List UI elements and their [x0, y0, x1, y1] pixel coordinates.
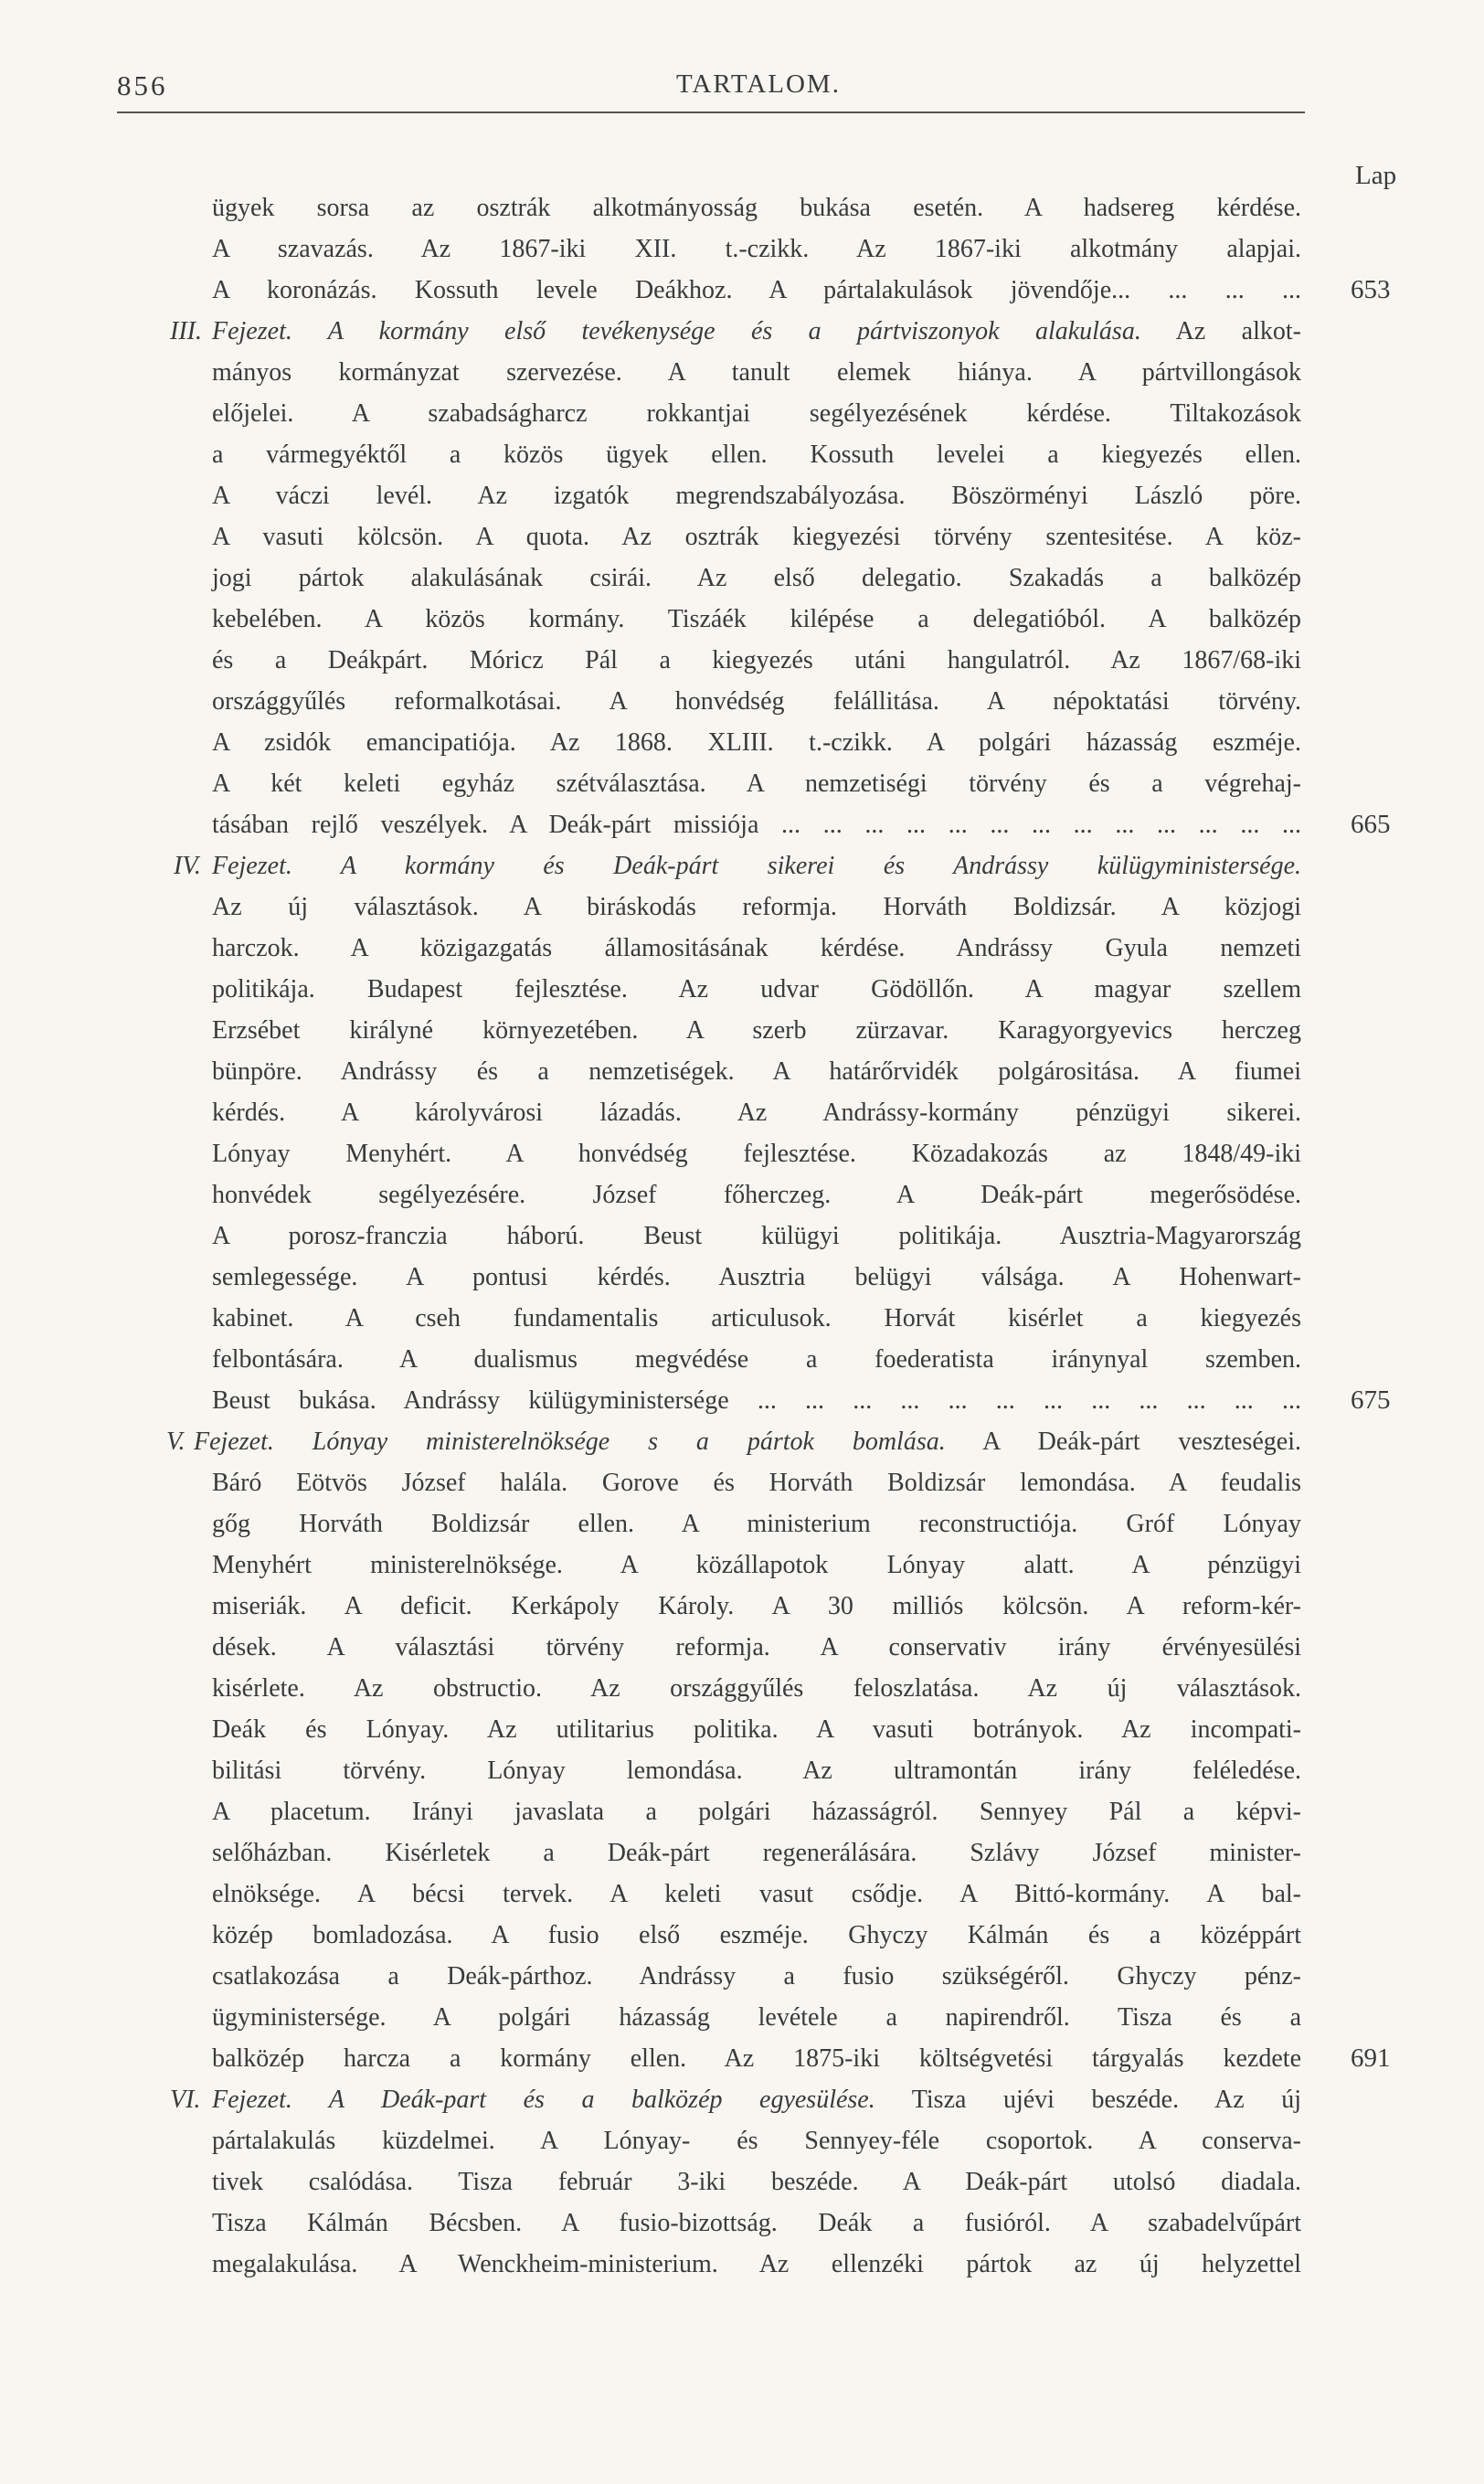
toc-line: A váczi levél. Az izgatók megrendszabályozása. Böszörményi László pöre. — [212, 482, 1301, 510]
toc-line: harczok. A közigazgatás államositásának kérdése. Andrássy Gyula nemzeti — [212, 934, 1301, 962]
toc-line: bilitási törvény. Lónyay lemondása. Az ultramontán irány feléledése. — [212, 1757, 1301, 1785]
toc-line: bünpöre. Andrássy és a nemzetiségek. A határőrvidék polgárositása. A fiumei — [212, 1057, 1301, 1086]
toc-line: A placetum. Irányi javaslata a polgári házasságról. Sennyey Pál a képvi- — [212, 1798, 1301, 1826]
toc-line: balközép harcza a kormány ellen. Az 1875-iki költségvetési tárgyalás kezdete — [212, 2044, 1301, 2073]
chapter-numeral: V. — [166, 1428, 186, 1456]
running-title: TARTALOM. — [676, 69, 841, 99]
toc-line: A vasuti kölcsön. A quota. Az osztrák kiegyezési törvény szentesitése. A köz- — [212, 523, 1301, 551]
toc-line: Erzsébet királyné környezetében. A szerb zürzavar. Karagyorgyevics herczeg — [212, 1016, 1301, 1045]
toc-line: felbontására. A dualismus megvédése a foederatista iránynyal szemben. — [212, 1345, 1301, 1374]
page-ref: 675 — [1351, 1385, 1391, 1415]
toc-line: kisérlete. Az obstructio. Az országgyűlés feloszlatása. Az új választások. — [212, 1674, 1301, 1703]
toc-line: A koronázás. Kossuth levele Deákhoz. A pártalakulások jövendője... ... ... ... — [212, 276, 1301, 304]
page-header — [117, 69, 1305, 110]
toc-line: országgyűlés reformalkotásai. A honvédség felállitása. A népoktatási törvény. — [212, 687, 1301, 716]
chapter-numeral: VI. — [170, 2086, 201, 2114]
toc-line: Menyhért ministerelnöksége. A közállapotok Lónyay alatt. A pénzügyi — [212, 1551, 1301, 1579]
page-ref: 691 — [1351, 2043, 1391, 2073]
toc-line: A két keleti egyház szétválasztása. A nemzetiségi törvény és a végrehaj- — [212, 770, 1301, 798]
page-number: 856 — [117, 69, 168, 101]
toc-line: dések. A választási törvény reformja. A conservativ irány érvényesülési — [212, 1633, 1301, 1661]
toc-line: tásában rejlő veszélyek. A Deák-párt missiója ... ... ... ... ... ... ... ... ... ... ... ... ... — [212, 811, 1301, 839]
page-ref: 665 — [1351, 810, 1391, 839]
toc-line: A zsidók emancipatiója. Az 1868. XLIII. t.-czikk. A polgári házasság eszméje. — [212, 728, 1301, 757]
toc-line: kabinet. A cseh fundamentalis articulusok. Horvát kisérlet a kiegyezés — [212, 1304, 1301, 1332]
toc-line: ügyek sorsa az osztrák alkotmányosság bukása esetén. A hadsereg kérdése. — [212, 194, 1301, 222]
toc-line: politikája. Budapest fejlesztése. Az udvar Gödöllőn. A magyar szellem — [212, 975, 1301, 1003]
toc-line: Tisza Kálmán Bécsben. A fusio-bizottság. Deák a fusióról. A szabadelvűpárt — [212, 2209, 1301, 2237]
chapter-numeral: IV. — [174, 852, 201, 880]
toc-line: A szavazás. Az 1867-iki XII. t.-czikk. Az 1867-iki alkotmány alapjai. — [212, 235, 1301, 263]
page-column-label: Lap — [1355, 161, 1397, 190]
header-rule — [117, 111, 1305, 113]
chapter-heading: Fejezet. A kormány első tevékenysége és a pártviszonyok alakulása. Az alkot- — [212, 317, 1301, 345]
toc-line: Báró Eötvös József halála. Gorove és Horváth Boldizsár lemondása. A feudalis — [212, 1469, 1301, 1497]
toc-line: pártalakulás küzdelmei. A Lónyay- és Sennyey-féle csoportok. A conserva- — [212, 2127, 1301, 2155]
toc-line: miseriák. A deficit. Kerkápoly Károly. A 30 milliós kölcsön. A reform-kér- — [212, 1592, 1301, 1620]
toc-line: Beust bukása. Andrássy külügyministersége ... ... ... ... ... ... ... ... ... ... ... ... — [212, 1386, 1301, 1415]
toc-line: mányos kormányzat szervezése. A tanult elemek hiánya. A pártvillongások — [212, 358, 1301, 387]
toc-line: közép bomladozása. A fusio első eszméje. Ghyczy Kálmán és a középpárt — [212, 1921, 1301, 1949]
toc-line: előjelei. A szabadságharcz rokkantjai segélyezésének kérdése. Tiltakozások — [212, 399, 1301, 428]
toc-line: elnöksége. A bécsi tervek. A keleti vasut csődje. A Bittó-kormány. A bal- — [212, 1880, 1301, 1908]
toc-line: selőházban. Kisérletek a Deák-párt regenerálására. Szlávy József minister- — [212, 1839, 1301, 1867]
toc-line: A porosz-franczia háború. Beust külügyi politikája. Ausztria-Magyarország — [212, 1222, 1301, 1250]
chapter-heading: Fejezet. A kormány és Deák-párt sikerei és Andrássy külügyministersége. — [212, 852, 1301, 880]
toc-line: semlegessége. A pontusi kérdés. Ausztria belügyi válsága. A Hohenwart- — [212, 1263, 1301, 1291]
toc-line: megalakulása. A Wenckheim-ministerium. Az ellenzéki pártok az új helyzettel — [212, 2250, 1301, 2278]
toc-line: csatlakozása a Deák-párthoz. Andrássy a fusio szükségéről. Ghyczy pénz- — [212, 1962, 1301, 1990]
toc-line: és a Deákpárt. Móricz Pál a kiegyezés utáni hangulatról. Az 1867/68-iki — [212, 646, 1301, 674]
toc-line: Az új választások. A biráskodás reformja. Horváth Boldizsár. A közjogi — [212, 893, 1301, 921]
toc-line: a vármegyéktől a közös ügyek ellen. Kossuth levelei a kiegyezés ellen. — [212, 441, 1301, 469]
toc-line: Deák és Lónyay. Az utilitarius politika. A vasuti botrányok. Az incompati- — [212, 1715, 1301, 1744]
toc-line: kebelében. A közös kormány. Tiszáék kilépése a delegatióból. A balközép — [212, 605, 1301, 633]
chapter-heading: Fejezet. A Deák-part és a balközép egyesülése. Tisza ujévi beszéde. Az új — [212, 2086, 1302, 2114]
toc-line: jogi pártok alakulásának csirái. Az első delegatio. Szakadás a balközép — [212, 564, 1301, 592]
toc-line: Lónyay Menyhért. A honvédség fejlesztése. Közadakozás az 1848/49-iki — [212, 1140, 1301, 1168]
toc-line: gőg Horváth Boldizsár ellen. A ministerium reconstructiója. Gróf Lónyay — [212, 1510, 1301, 1538]
toc-line: ügyministersége. A polgári házasság levétele a napirendről. Tisza és a — [212, 2003, 1301, 2032]
page-ref: 653 — [1351, 275, 1391, 304]
toc-line: tivek csalódása. Tisza február 3-iki beszéde. A Deák-párt utolsó diadala. — [212, 2168, 1301, 2196]
chapter-numeral: III. — [170, 317, 202, 345]
toc-line: kérdés. A károlyvárosi lázadás. Az Andrássy-kormány pénzügyi sikerei. — [212, 1099, 1301, 1127]
toc-line: honvédek segélyezésére. József főherczeg. A Deák-párt megerősödése. — [212, 1181, 1301, 1209]
chapter-heading: Fejezet. Lónyay ministerelnöksége s a pártok bomlása. A Deák-párt veszteségei. — [194, 1428, 1302, 1456]
